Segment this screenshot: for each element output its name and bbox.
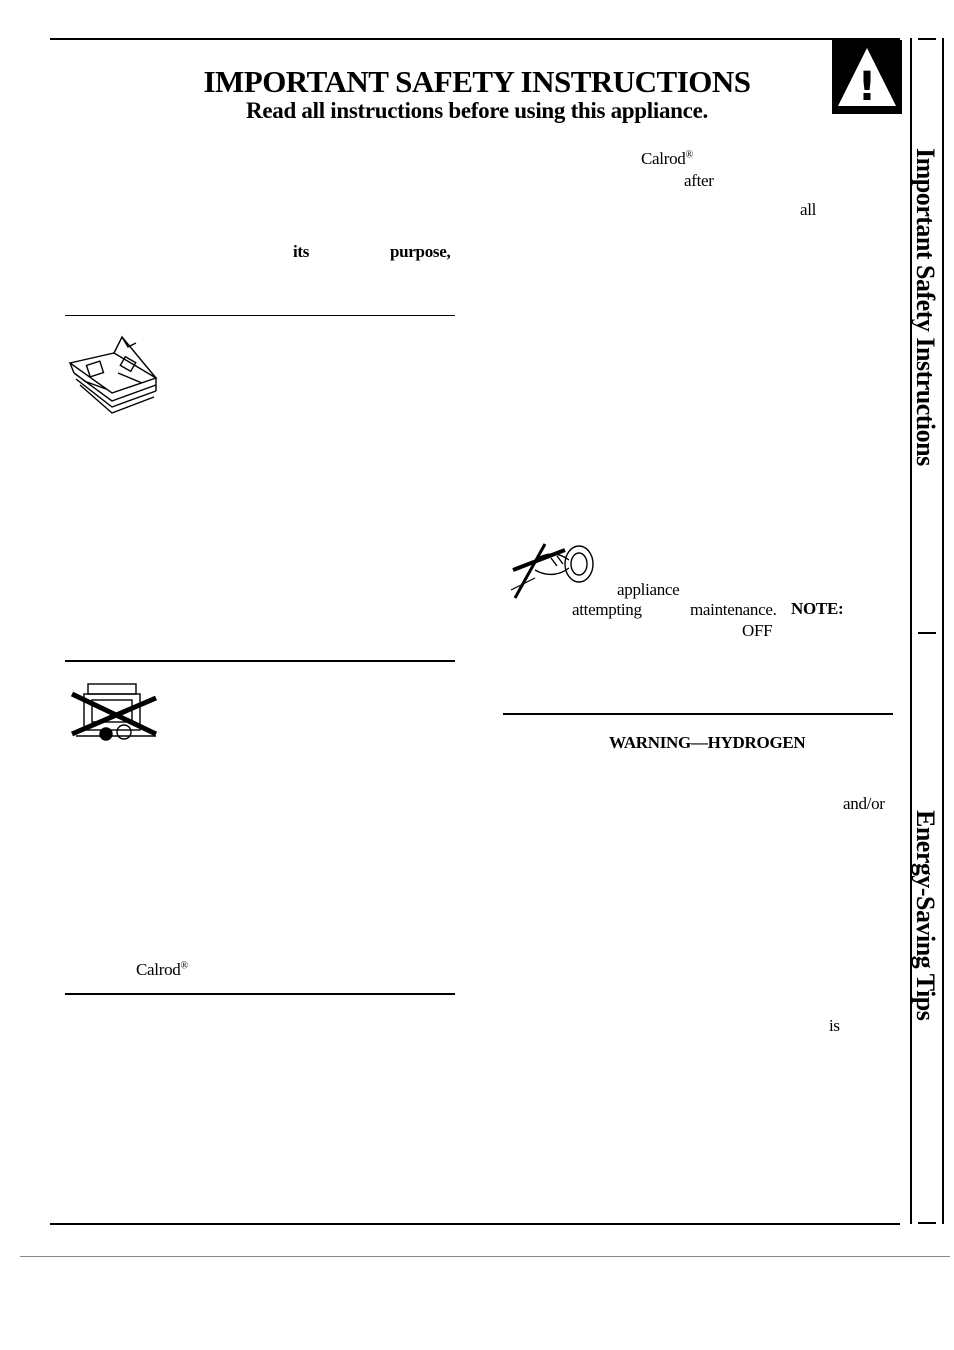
- side-tab-divider: [918, 632, 936, 634]
- text-its: its: [293, 242, 310, 261]
- side-tab-bottom-tick: [918, 1222, 936, 1224]
- page-edge-rule: [20, 1256, 950, 1257]
- bottom-rule: [50, 1223, 900, 1225]
- side-tab-energy-saving[interactable]: Energy-Saving Tips: [911, 810, 940, 1021]
- left-calrod-label: Calrod®: [136, 960, 188, 979]
- page-subtitle: Read all instructions before using this appliance.: [246, 98, 708, 123]
- warning-symbol: !: [857, 64, 877, 110]
- right-divider-1: [503, 713, 893, 715]
- text-note: NOTE:: [791, 599, 844, 618]
- right-calrod-label: Calrod®: [641, 149, 693, 168]
- open-manual-icon: [66, 333, 162, 415]
- left-divider-1: [65, 315, 455, 316]
- side-tab-border-right: [942, 38, 944, 1224]
- hydrogen-warning-heading: WARNING—HYDROGEN: [609, 733, 806, 752]
- unplug-power-cord-icon: [505, 540, 601, 602]
- side-tab-important-safety[interactable]: Important Safety Instructions: [911, 148, 940, 466]
- text-is: is: [829, 1016, 840, 1035]
- text-and-or: and/or: [843, 794, 885, 813]
- left-divider-3: [65, 993, 455, 995]
- page-title: IMPORTANT SAFETY INSTRUCTIONS: [203, 64, 751, 99]
- top-rule: [50, 38, 900, 40]
- text-maintenance: maintenance.: [690, 600, 777, 619]
- text-after: after: [684, 171, 714, 190]
- left-divider-2: [65, 660, 455, 662]
- no-storage-on-appliance-icon: [66, 680, 162, 742]
- text-all: all: [800, 200, 817, 219]
- text-appliance: appliance: [617, 580, 680, 599]
- text-attempting: attempting: [572, 600, 642, 619]
- side-tab-top-tick: [918, 38, 936, 40]
- text-purpose: purpose,: [390, 242, 451, 261]
- text-off: OFF: [742, 621, 773, 640]
